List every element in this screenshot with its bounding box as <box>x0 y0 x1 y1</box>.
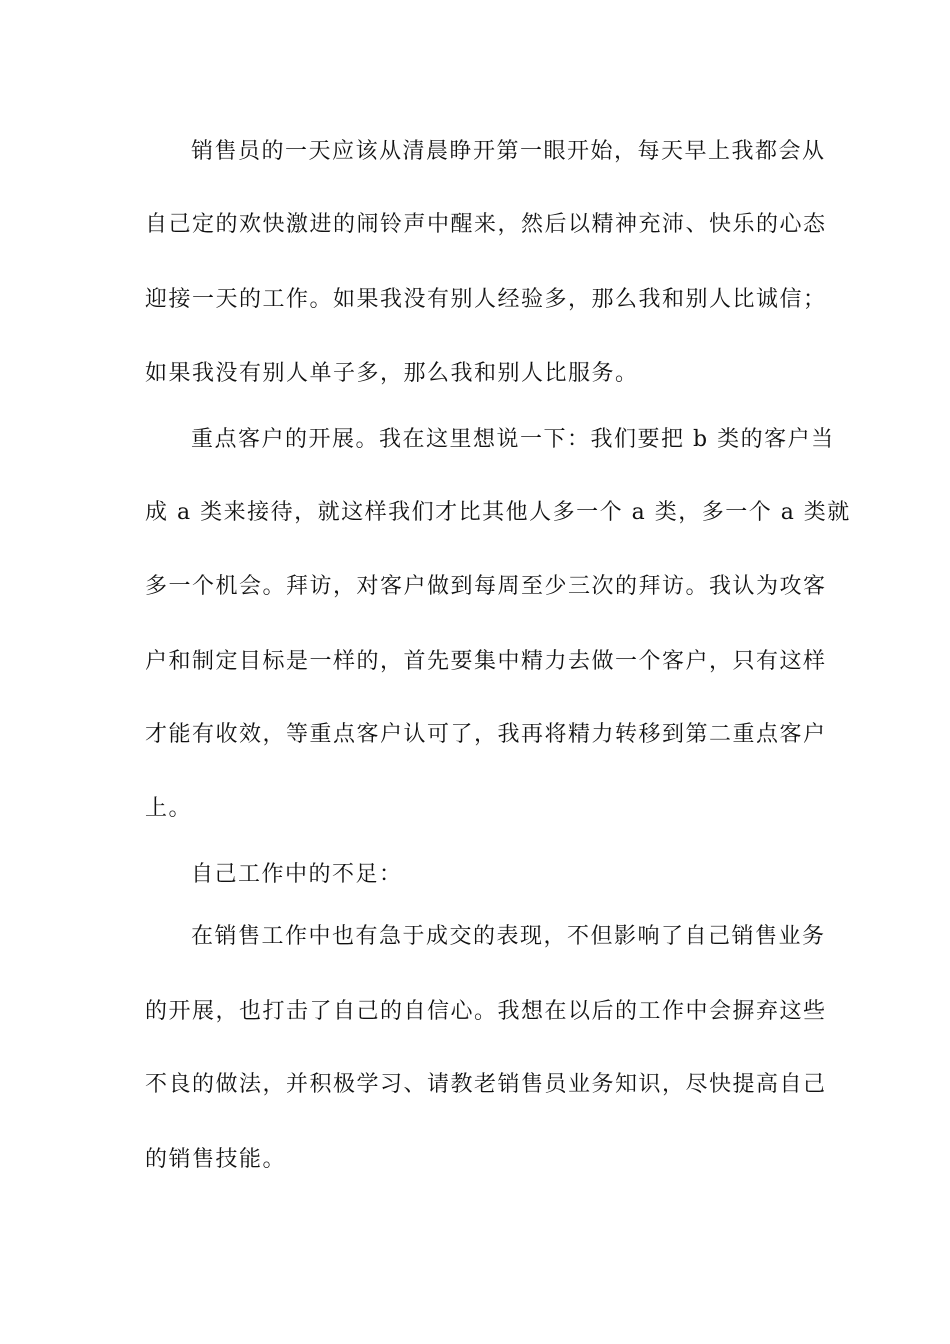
paragraph-2-line-1: 重点客户的开展。我在这里想说一下：我们要把 b 类的客户当 <box>191 427 835 452</box>
paragraph-4-line-4: 的销售技能。 <box>145 1147 287 1172</box>
section-heading-shortcomings: 自己工作中的不足： <box>191 862 403 887</box>
paragraph-1-line-3: 迎接一天的工作。如果我没有别人经验多，那么我和别人比诚信； <box>145 287 827 312</box>
paragraph-2-line-6: 上。 <box>145 796 193 821</box>
paragraph-4-line-3: 不良的做法，并积极学习、请教老销售员业务知识，尽快提高自己 <box>145 1072 827 1097</box>
paragraph-2-line-3: 多一个机会。拜访，对客户做到每周至少三次的拜访。我认为攻客 <box>145 574 827 599</box>
paragraph-4-line-1: 在销售工作中也有急于成交的表现，不但影响了自己销售业务 <box>191 924 826 949</box>
paragraph-2-line-5: 才能有收效，等重点客户认可了，我再将精力转移到第二重点客户 <box>145 722 827 747</box>
paragraph-2-line-4: 户和制定目标是一样的，首先要集中精力去做一个客户，只有这样 <box>145 649 827 674</box>
paragraph-1-line-2: 自己定的欢快激进的闹铃声中醒来，然后以精神充沛、快乐的心态 <box>145 212 827 237</box>
paragraph-2-line-2: 成 a 类来接待，就这样我们才比其他人多一个 a 类，多一个 a 类就 <box>145 500 851 525</box>
paragraph-1-line-1: 销售员的一天应该从清晨睁开第一眼开始，每天早上我都会从 <box>191 139 826 164</box>
paragraph-1-line-4: 如果我没有别人单子多，那么我和别人比服务。 <box>145 361 639 386</box>
paragraph-4-line-2: 的开展，也打击了自己的自信心。我想在以后的工作中会摒弃这些 <box>145 999 827 1024</box>
